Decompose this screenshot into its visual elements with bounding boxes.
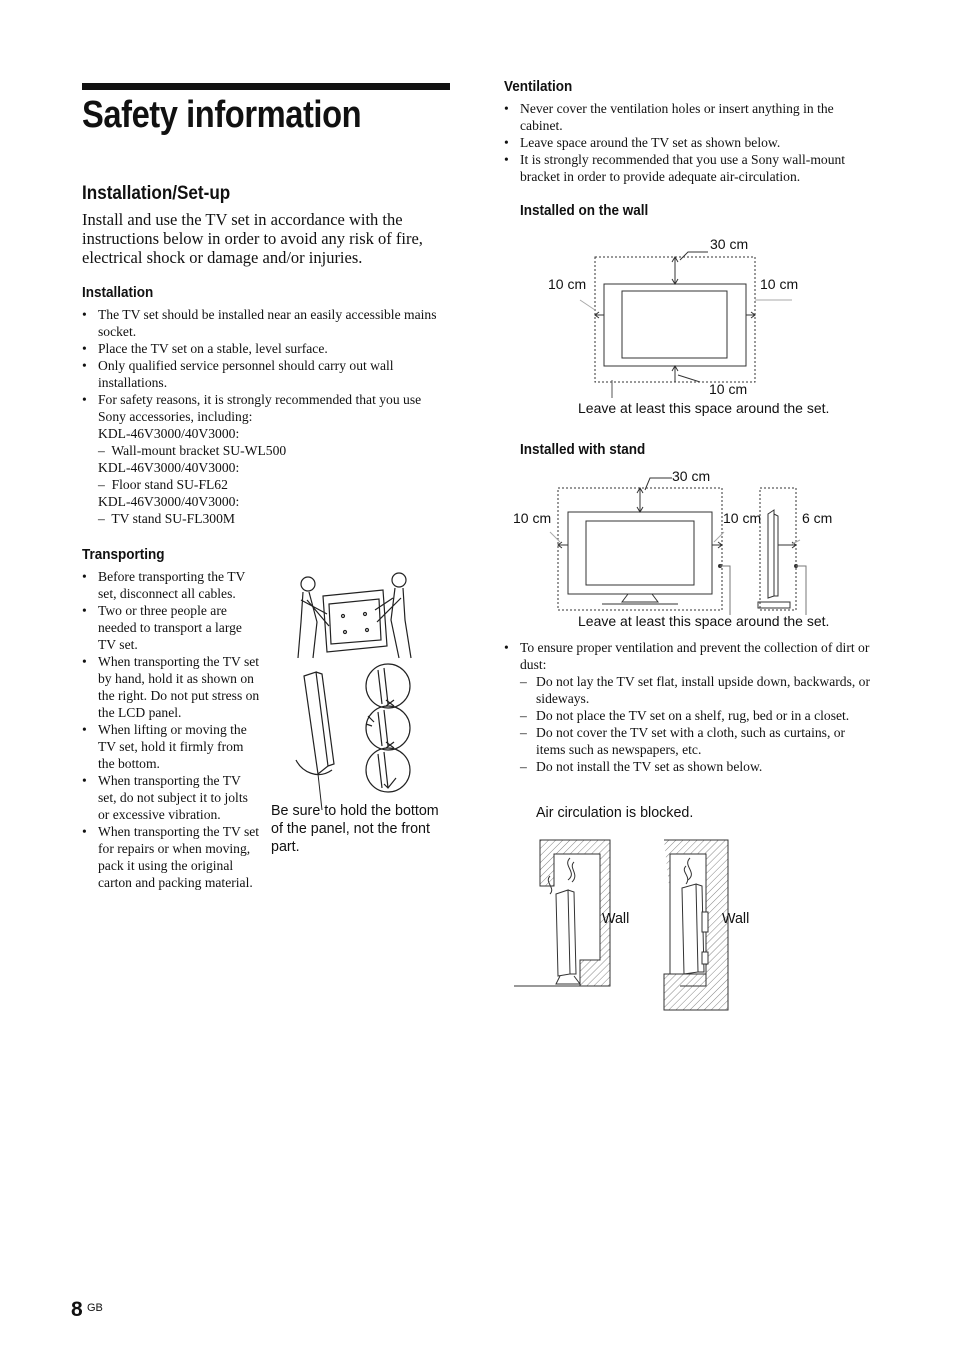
accessory-models: KDL-46V3000/40V3000:	[98, 494, 240, 509]
ensure-ventilation-list	[504, 639, 876, 775]
list-item: • Leave space around the TV set as shown below.	[504, 134, 876, 151]
accessory-item: – TV stand SU-FL300M	[98, 511, 235, 526]
list-item: • When lifting or moving the TV set, hold it firmly from the bottom.	[82, 721, 260, 772]
subheading-installed-on-wall: Installed on the wall	[520, 202, 649, 219]
wall-top-clearance: 30 cm	[710, 236, 749, 252]
list-item: • Before transporting the TV set, disconnect all cables.	[82, 568, 260, 602]
page-region-code: GB	[87, 1302, 103, 1314]
subheading-ventilation: Ventilation	[504, 78, 573, 95]
stand-left-clearance: 10 cm	[513, 510, 552, 526]
list-item: • It is strongly recommended that you use a Sony wall-mount bracket in order to provide adequate air-circulation.	[504, 151, 876, 185]
intro-paragraph: Install and use the TV set in accordance with the instructions below in order to avoid any risk of fire, electrical shock or damage and/or injuries.	[82, 210, 423, 267]
installation-list	[82, 306, 444, 527]
subheading-installed-with-stand: Installed with stand	[520, 441, 646, 458]
transporting-list	[82, 568, 260, 891]
wall-diagram-caption: Leave at least this space around the set.	[578, 400, 830, 416]
accessory-models: KDL-46V3000/40V3000:	[98, 426, 240, 441]
stand-right-clearance: 10 cm	[723, 510, 762, 526]
wall-clearance-diagram	[540, 240, 800, 415]
section-heading-installation-setup: Installation/Set-up	[82, 183, 231, 204]
page-number: 8	[71, 1298, 83, 1321]
wall-bottom-clearance: 10 cm	[709, 381, 748, 397]
accessories-intro: For safety reasons, it is strongly recommended that you use Sony accessories, including:	[98, 392, 422, 424]
stand-top-clearance: 30 cm	[672, 468, 711, 484]
list-item: • The TV set should be installed near an easily accessible mains socket.	[82, 306, 444, 340]
list-item	[82, 391, 444, 527]
transport-caption: Be sure to hold the bottom of the panel, not the front part.	[271, 803, 439, 855]
subheading-transporting: Transporting	[82, 546, 165, 563]
list-item: • When transporting the TV set for repairs or when moving, pack it using the original carton and packing material.	[82, 823, 260, 891]
stand-diagram-caption: Leave at least this space around the set.	[578, 613, 830, 629]
list-item: • To ensure proper ventilation and prevent the collection of dirt or dust: – Do not lay the TV set flat, install upside down, backwards, or sideways. – Do not place the TV set on a shelf, rug, bed or in a closet. – Do not cover the TV set with a cloth, such as curtains, or items such as newspapers, etc. – Do not install the TV set as shown below.	[504, 639, 876, 775]
list-item: • Only qualified service personnel should carry out wall installations.	[82, 357, 444, 391]
title-rule	[82, 83, 450, 90]
accessory-item: – Floor stand SU-FL62	[98, 477, 228, 492]
wall-label-left: Wall	[602, 911, 630, 927]
hold-panel-illustration	[292, 664, 418, 792]
list-item: • When transporting the TV set by hand, hold it as shown on the right. Do not put stress on the LCD panel.	[82, 653, 260, 721]
accessory-models: KDL-46V3000/40V3000:	[98, 460, 240, 475]
wall-left-clearance: 10 cm	[548, 276, 587, 292]
list-item: – Do not install the TV set as shown below.	[520, 758, 876, 775]
list-item: – Do not cover the TV set with a cloth, such as curtains, or items such as newspapers, etc.	[520, 724, 876, 758]
dont-list	[520, 673, 876, 775]
wall-right-clearance: 10 cm	[760, 276, 799, 292]
list-item: • Never cover the ventilation holes or insert anything in the cabinet.	[504, 100, 876, 134]
list-item: • When transporting the TV set, do not subject it to jolts or excessive vibration.	[82, 772, 260, 823]
stand-back-clearance: 6 cm	[802, 510, 833, 526]
stand-clearance-diagram	[510, 470, 870, 618]
air-blocked-caption: Air circulation is blocked.	[536, 805, 694, 821]
wall-label-right: Wall	[722, 911, 750, 927]
ventilation-list	[504, 100, 876, 185]
page-title: Safety information	[82, 94, 362, 136]
subheading-installation: Installation	[82, 284, 154, 301]
list-item: • Place the TV set on a stable, level surface.	[82, 340, 444, 357]
list-item: – Do not place the TV set on a shelf, rug, bed or in a closet.	[520, 707, 876, 724]
list-item: • Two or three people are needed to transport a large TV set.	[82, 602, 260, 653]
accessory-item: – Wall-mount bracket SU-WL500	[98, 443, 287, 458]
people-carrying-tv-illustration	[295, 570, 415, 662]
list-item: – Do not lay the TV set flat, install upside down, backwards, or sideways.	[520, 673, 876, 707]
